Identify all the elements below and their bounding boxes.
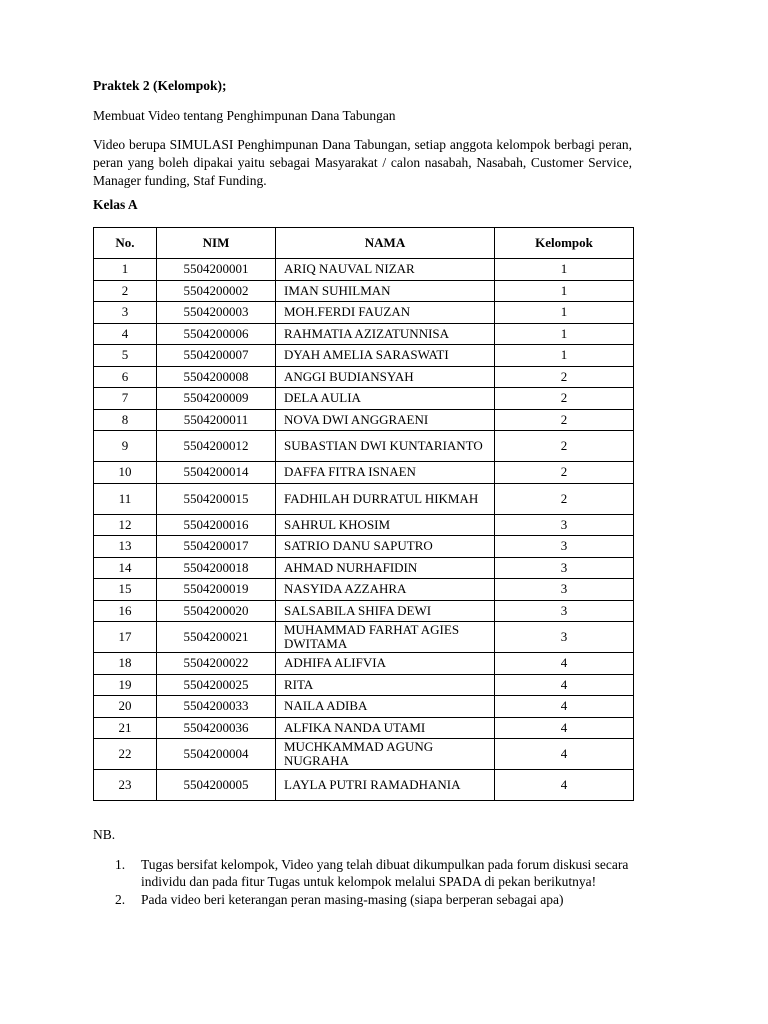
cell-nama: LAYLA PUTRI RAMADHANIA: [276, 770, 495, 801]
cell-kelompok: 1: [495, 323, 634, 345]
header-nama: NAMA: [276, 228, 495, 259]
cell-no: 13: [94, 536, 157, 558]
cell-nama: MUHAMMAD FARHAT AGIES DWITAMA: [276, 622, 495, 653]
cell-nama: DAFFA FITRA ISNAEN: [276, 462, 495, 484]
cell-nim: 5504200022: [157, 653, 276, 675]
cell-kelompok: 3: [495, 579, 634, 601]
table-row: [94, 462, 634, 484]
cell-nim: 5504200007: [157, 345, 276, 367]
cell-no: 8: [94, 409, 157, 431]
header-kelompok: Kelompok: [495, 228, 634, 259]
cell-nim: 5504200017: [157, 536, 276, 558]
cell-kelompok: 4: [495, 653, 634, 675]
header-nim: NIM: [157, 228, 276, 259]
table-row: [94, 483, 634, 514]
table-row: [94, 536, 634, 558]
cell-kelompok: 2: [495, 409, 634, 431]
cell-kelompok: 3: [495, 514, 634, 536]
table-row: [94, 653, 634, 675]
assignment-subtitle: Membuat Video tentang Penghimpunan Dana Tabungan: [93, 108, 396, 123]
student-roster-table: [93, 227, 634, 801]
cell-no: 10: [94, 462, 157, 484]
table-row: [94, 674, 634, 696]
cell-no: 21: [94, 717, 157, 739]
table-row: [94, 366, 634, 388]
cell-kelompok: 1: [495, 345, 634, 367]
cell-nim: 5504200003: [157, 302, 276, 324]
table-row: [94, 770, 634, 801]
cell-nim: 5504200009: [157, 388, 276, 410]
cell-kelompok: 3: [495, 557, 634, 579]
cell-no: 2: [94, 280, 157, 302]
cell-nama: DELA AULIA: [276, 388, 495, 410]
cell-nim: 5504200006: [157, 323, 276, 345]
cell-nama: SAHRUL KHOSIM: [276, 514, 495, 536]
cell-no: 5: [94, 345, 157, 367]
cell-kelompok: 2: [495, 388, 634, 410]
cell-kelompok: 3: [495, 536, 634, 558]
assignment-description: Video berupa SIMULASI Penghimpunan Dana Tabungan, setiap anggota kelompok berbagi peran, peran yang boleh dipakai yaitu sebagai Masyarakat / calon nasabah, Nasabah, Customer Service, Manager funding, Staf Funding.: [93, 137, 632, 188]
cell-nama: AHMAD NURHAFIDIN: [276, 557, 495, 579]
cell-no: 17: [94, 622, 157, 653]
cell-nama: FADHILAH DURRATUL HIKMAH: [276, 483, 495, 514]
cell-nama: NASYIDA AZZAHRA: [276, 579, 495, 601]
cell-no: 11: [94, 483, 157, 514]
cell-nama: NAILA ADIBA: [276, 696, 495, 718]
note-text: Tugas bersifat kelompok, Video yang telah dibuat dikumpulkan pada forum diskusi secara individu dan pada fitur Tugas untuk kelompok melalui SPADA di pekan berikutnya!: [141, 857, 629, 889]
cell-nim: 5504200015: [157, 483, 276, 514]
cell-no: 20: [94, 696, 157, 718]
note-number: 1.: [115, 857, 126, 872]
cell-nim: 5504200001: [157, 259, 276, 281]
cell-nama: MOH.FERDI FAUZAN: [276, 302, 495, 324]
cell-no: 1: [94, 259, 157, 281]
table-row: [94, 579, 634, 601]
cell-nama: IMAN SUHILMAN: [276, 280, 495, 302]
cell-kelompok: 4: [495, 674, 634, 696]
cell-nim: 5504200008: [157, 366, 276, 388]
cell-nim: 5504200033: [157, 696, 276, 718]
cell-kelompok: 2: [495, 366, 634, 388]
table-row: [94, 696, 634, 718]
notes-list: [115, 856, 655, 909]
table-header-row: [94, 228, 634, 259]
cell-nama: ANGGI BUDIANSYAH: [276, 366, 495, 388]
cell-kelompok: 4: [495, 696, 634, 718]
cell-no: 3: [94, 302, 157, 324]
cell-kelompok: 2: [495, 431, 634, 462]
cell-kelompok: 4: [495, 739, 634, 770]
table-row: [94, 409, 634, 431]
header-no: No.: [94, 228, 157, 259]
nb-label: NB.: [93, 827, 116, 842]
cell-kelompok: 1: [495, 259, 634, 281]
table-row: [94, 388, 634, 410]
cell-nama: NOVA DWI ANGGRAENI: [276, 409, 495, 431]
cell-no: 18: [94, 653, 157, 675]
cell-kelompok: 3: [495, 622, 634, 653]
table-row: [94, 302, 634, 324]
cell-nama: SUBASTIAN DWI KUNTARIANTO: [276, 431, 495, 462]
cell-kelompok: 4: [495, 770, 634, 801]
table-row: [94, 345, 634, 367]
cell-nama: DYAH AMELIA SARASWATI: [276, 345, 495, 367]
cell-kelompok: 2: [495, 483, 634, 514]
cell-no: 12: [94, 514, 157, 536]
cell-nim: 5504200002: [157, 280, 276, 302]
table-row: [94, 622, 634, 653]
cell-kelompok: 3: [495, 600, 634, 622]
cell-nama: SATRIO DANU SAPUTRO: [276, 536, 495, 558]
cell-no: 14: [94, 557, 157, 579]
cell-nim: 5504200012: [157, 431, 276, 462]
cell-no: 16: [94, 600, 157, 622]
table-row: [94, 431, 634, 462]
cell-nim: 5504200020: [157, 600, 276, 622]
table-row: [94, 739, 634, 770]
cell-no: 7: [94, 388, 157, 410]
cell-nim: 5504200016: [157, 514, 276, 536]
table-row: [94, 323, 634, 345]
cell-no: 19: [94, 674, 157, 696]
cell-nim: 5504200021: [157, 622, 276, 653]
table-body: [94, 259, 634, 801]
note-item: [115, 856, 655, 890]
cell-nama: ADHIFA ALIFVIA: [276, 653, 495, 675]
cell-nim: 5504200018: [157, 557, 276, 579]
cell-no: 15: [94, 579, 157, 601]
table-row: [94, 557, 634, 579]
cell-nim: 5504200004: [157, 739, 276, 770]
table-row: [94, 514, 634, 536]
assignment-heading: Praktek 2 (Kelompok);: [93, 78, 227, 93]
cell-kelompok: 2: [495, 462, 634, 484]
cell-kelompok: 1: [495, 280, 634, 302]
cell-nama: ARIQ NAUVAL NIZAR: [276, 259, 495, 281]
cell-kelompok: 4: [495, 717, 634, 739]
cell-nama: SALSABILA SHIFA DEWI: [276, 600, 495, 622]
cell-nim: 5504200036: [157, 717, 276, 739]
cell-no: 22: [94, 739, 157, 770]
cell-nim: 5504200014: [157, 462, 276, 484]
cell-nama: RITA: [276, 674, 495, 696]
cell-nim: 5504200025: [157, 674, 276, 696]
cell-nama: RAHMATIA AZIZATUNNISA: [276, 323, 495, 345]
cell-nim: 5504200011: [157, 409, 276, 431]
table-row: [94, 600, 634, 622]
class-label: Kelas A: [93, 197, 138, 212]
cell-no: 6: [94, 366, 157, 388]
cell-nama: ALFIKA NANDA UTAMI: [276, 717, 495, 739]
table-row: [94, 280, 634, 302]
cell-no: 4: [94, 323, 157, 345]
cell-nama: MUCHKAMMAD AGUNG NUGRAHA: [276, 739, 495, 770]
note-number: 2.: [115, 892, 126, 907]
table-row: [94, 717, 634, 739]
cell-no: 9: [94, 431, 157, 462]
table-row: [94, 259, 634, 281]
cell-nim: 5504200005: [157, 770, 276, 801]
cell-kelompok: 1: [495, 302, 634, 324]
note-text: Pada video beri keterangan peran masing-masing (siapa berperan sebagai apa): [141, 892, 564, 907]
cell-nim: 5504200019: [157, 579, 276, 601]
cell-no: 23: [94, 770, 157, 801]
note-item: [115, 891, 655, 908]
